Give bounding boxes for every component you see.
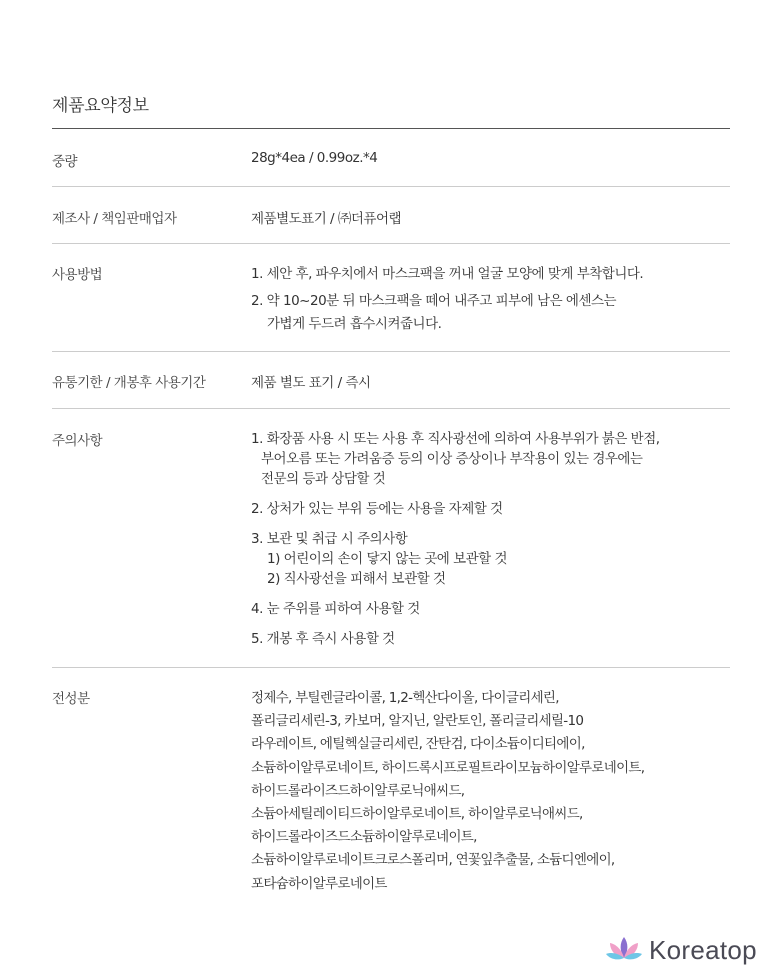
caution-item-5-line: 5. 개봉 후 즉시 사용할 것 (251, 631, 395, 647)
caution-item-1-line: 전문의 등과 상담할 것 (261, 471, 386, 487)
row-ingredients (52, 668, 730, 910)
caution-item-5 (251, 629, 730, 649)
caution-item-1-line: 부어오름 또는 가려움증 등의 이상 증상이나 부작용이 있는 경우에는 (261, 451, 643, 467)
usage-value (251, 263, 730, 351)
usage-step-1 (251, 263, 730, 286)
weight-label: 중량 (52, 154, 78, 170)
row-usage (52, 244, 730, 352)
row-weight (52, 129, 730, 187)
caution-item-1-line: 1. 화장품 사용 시 또는 사용 후 직사광선에 의하여 사용부위가 붉은 반점, (251, 431, 660, 447)
usage-step-2-line: 2. 약 10~20분 뒤 마스크팩을 떼어 내주고 피부에 남은 에센스는 (251, 293, 617, 309)
ingredients-line: 포타슘하이알루로네이트 (251, 875, 387, 892)
manufacturer-value: 제품별도표기 / ㈜더퓨어랩 (251, 211, 402, 227)
ingredients-line: 폴리글리세린-3, 카보머, 알지닌, 알란토인, 폴리글리세릴-10 (251, 713, 584, 730)
koreatop-watermark (605, 934, 757, 966)
usage-label: 사용방법 (52, 267, 103, 283)
ingredients-value (251, 687, 730, 896)
caution-item-3-subitem: 1) 어린이의 손이 닿지 않는 곳에 보관할 것 (267, 551, 508, 567)
lotus-icon (605, 934, 643, 966)
manufacturer-label: 제조사 / 책임판매업자 (52, 211, 177, 227)
caution-item-3 (251, 529, 730, 589)
caution-item-3-line: 3. 보관 및 취급 시 주의사항 (251, 531, 408, 547)
ingredients-line: 소듐하이알루로네이트, 하이드록시프로필트라이모늄하이알루로네이트, (251, 759, 645, 776)
caution-value (251, 429, 730, 667)
row-expiration (52, 352, 730, 409)
usage-step-2-line: 가볍게 두드려 흡수시켜줍니다. (267, 316, 442, 332)
ingredients-line: 하이드롤라이즈드하이알루로닉애씨드, (251, 782, 465, 799)
caution-item-4 (251, 599, 730, 619)
caution-item-4-line: 4. 눈 주위를 피하여 사용할 것 (251, 601, 420, 617)
ingredients-line: 라우레이트, 에틸헥실글리세린, 잔탄검, 다이소듐이디티에이, (251, 736, 585, 753)
caution-item-3-subitem: 2) 직사광선을 피해서 보관할 것 (267, 571, 446, 587)
expiration-value: 제품 별도 표기 / 즉시 (251, 375, 371, 391)
row-caution (52, 409, 730, 668)
row-manufacturer (52, 187, 730, 244)
ingredients-line: 소듐하이알루로네이트크로스폴리머, 연꽃잎추출물, 소듐디엔에이, (251, 852, 615, 869)
usage-step-1-line: 1. 세안 후, 파우치에서 마스크팩을 꺼내 얼굴 모양에 맞게 부착합니다. (251, 266, 644, 282)
ingredients-line: 하이드롤라이즈드소듐하이알루로네이트, (251, 829, 477, 846)
ingredients-label: 전성분 (52, 691, 90, 707)
product-info-table (52, 128, 730, 910)
ingredients-line: 소듐아세틸레이티드하이알루로네이트, 하이알루로닉애씨드, (251, 806, 583, 823)
ingredients-line: 정제수, 부틸렌글라이콜, 1,2-헥산다이올, 다이글리세린, (251, 690, 559, 706)
expiration-label: 유통기한 / 개봉후 사용기간 (52, 375, 206, 391)
caution-item-1 (251, 429, 730, 489)
caution-item-2 (251, 499, 730, 519)
caution-item-2-line: 2. 상처가 있는 부위 등에는 사용을 자제할 것 (251, 501, 503, 517)
usage-step-2 (251, 290, 730, 336)
section-title: 제품요약정보 (52, 96, 149, 116)
weight-value: 28g*4ea / 0.99oz.*4 (251, 150, 378, 166)
caution-label: 주의사항 (52, 433, 103, 449)
watermark-text: Koreatop (649, 934, 757, 965)
